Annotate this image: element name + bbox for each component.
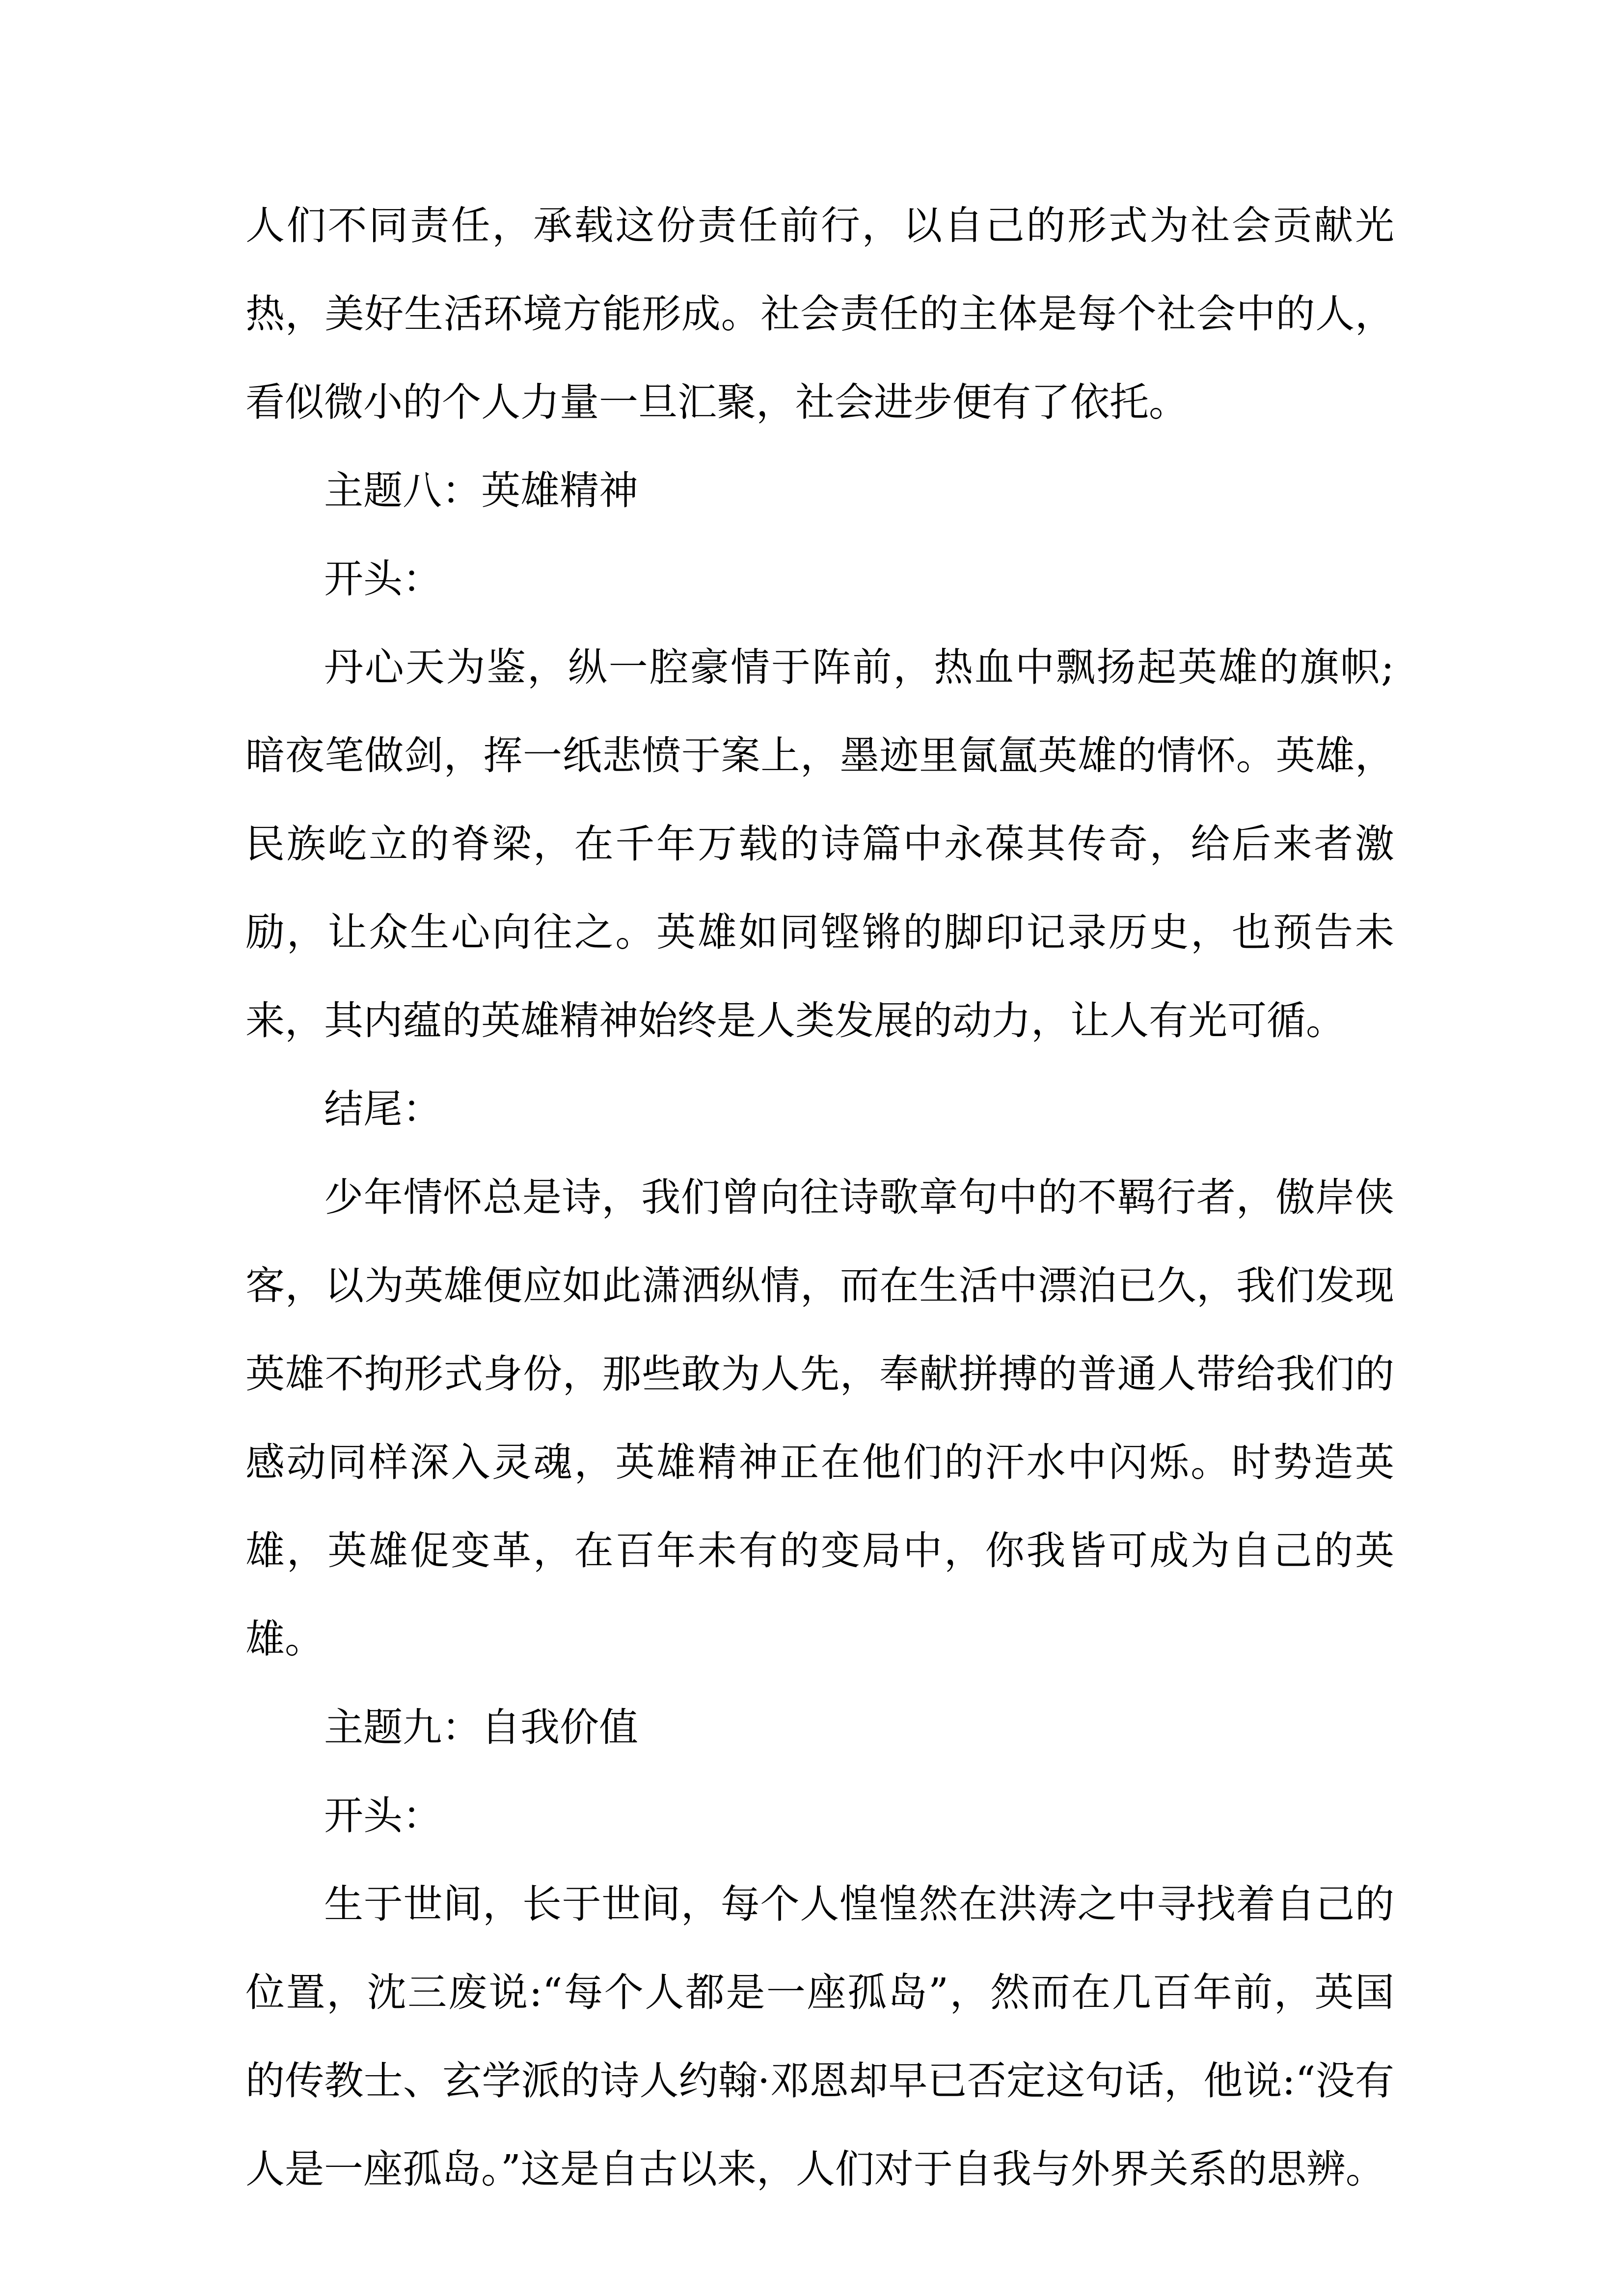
heading-theme-nine: 主题九：自我价值 xyxy=(324,1705,638,1750)
heading-opening-theme-eight: 开头： xyxy=(324,556,442,602)
paragraph-hero-ending: 少年情怀总是诗，我们曾向往诗歌章句中的不羁行者，傲岸侠客，以为英雄便应如此潇洒纵情，而在生活中漂泊已久，我们发现英雄不拘形式身份，那些敢为人先，奉献拼搏的普通人带给我们的感动同样深入灵魂，英雄精神正在他们的汗水中闪烁。时势造英雄，英雄促变革，在百年未有的变局中，你我皆可成为自己的英雄。 xyxy=(245,1175,1394,1662)
heading-ending-theme-eight: 结尾： xyxy=(324,1086,442,1132)
paragraph-social-responsibility-end: 人们不同责任，承载这份责任前行，以自己的形式为社会贡献光热，美好生活环境方能形成。社会责任的主体是每个社会中的人，看似微小的个人力量一旦汇聚，社会进步便有了依托。 xyxy=(245,203,1394,425)
paragraph-hero-opening: 丹心天为鉴，纵一腔豪情于阵前，热血中飘扬起英雄的旗帜;暗夜笔做剑，挥一纸悲愤于案上，墨迹里氤氲英雄的情怀。英雄，民族屹立的脊梁，在千年万载的诗篇中永葆其传奇，给后来者激励，让众生心向往之。英雄如同铿锵的脚印记录历史，也预告未来，其内蕴的英雄精神始终是人类发展的动力，让人有光可循。 xyxy=(245,644,1394,1043)
paragraph-self-value-opening: 生于世间，长于世间，每个人惶惶然在洪涛之中寻找着自己的位置，沈三废说:“每个人都是一座孤岛”，然而在几百年前，英国的传教士、玄学派的诗人约翰·邓恩却早已否定这句话，他说:“没有人是一座孤岛。”这是自古以来，人们对于自我与外界关系的思辨。 xyxy=(245,1881,1394,2192)
heading-theme-eight: 主题八：英雄精神 xyxy=(324,468,638,513)
heading-opening-theme-nine: 开头： xyxy=(324,1793,442,1839)
document-page xyxy=(245,182,1394,2214)
